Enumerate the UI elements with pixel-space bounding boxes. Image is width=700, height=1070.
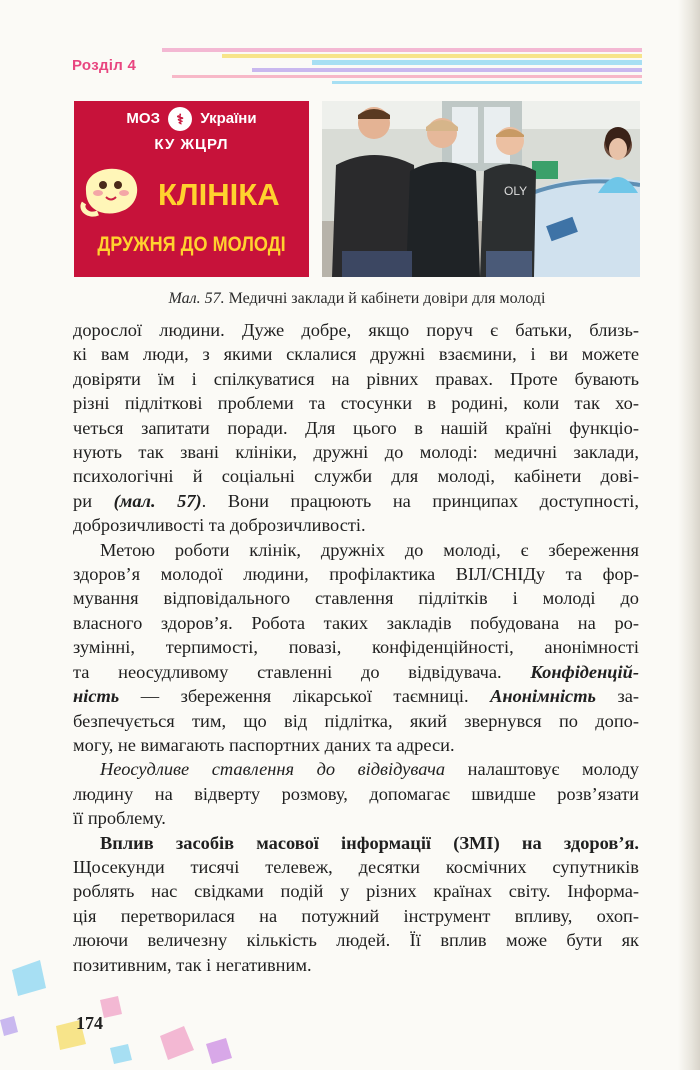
sign-ukraine-text: України [200, 109, 257, 127]
text-line: Щосекунди тисячі телевеж, десятки космічних супутників [73, 856, 639, 877]
reception-photo [322, 101, 640, 277]
text-line: доброзичливості та доброзичливості. [73, 515, 366, 536]
text-line: різні підліткові проблеми та стосунки в родині, коли так хо- [73, 393, 639, 414]
caption-text: Медичні заклади й кабінети довіри для молоді [228, 290, 546, 307]
svg-text:OLY: OLY [504, 184, 528, 198]
sign-ministry-line [74, 107, 309, 131]
text-line: безпечується тим, що від підлітка, який звернувся по допо- [73, 710, 639, 731]
text-line: зумінні, терпимості, повазі, конфіденційності, анонімності [73, 637, 639, 658]
text-span: — збереження лікарської таємниці. [119, 686, 491, 707]
text-span: ри [73, 490, 114, 511]
text-line [73, 489, 639, 513]
text-span: та неосудливому ставленні до відвідувача. [73, 661, 531, 682]
caption-label: Мал. 57. [168, 290, 225, 307]
text-span: за- [595, 686, 639, 707]
text-line: роблять нас свідками подій у різних країнах світу. Інформа- [73, 881, 639, 902]
text-line: кі вам люди, з якими склалися дружні взаємини, і ви можете [73, 344, 639, 365]
term-anonymity: Анонімність [490, 686, 596, 707]
text-line: здоров’я молодої людини, профілактика ВІЛ/СНІДу та фор- [73, 564, 639, 585]
text-line: її проблему. [73, 808, 166, 829]
text-line: довіряти їм і спілкуватися на рівних правах. Проте бувають [73, 368, 639, 389]
corner-decoration [0, 940, 260, 1070]
text-line: ція перетворилася на потужний інструмент впливу, охоп- [73, 905, 639, 926]
text-line: психологічні й соціальні служби для молоді, кабінети дові- [73, 466, 639, 487]
reception-scene [322, 101, 640, 277]
body-text [73, 318, 639, 977]
caduceus-icon: ⚕ [168, 107, 192, 131]
term-confidentiality: Конфіденцій- [530, 661, 639, 682]
text-line: четься запитати поради. Для цього в нашій країні функціо- [73, 417, 639, 438]
section-heading: Вплив засобів масової інформації (ЗМІ) на здоров’я. [100, 832, 639, 853]
figure-caption [74, 290, 640, 308]
text-span: налаштовує молоду [445, 759, 639, 780]
clinic-sign-photo [74, 101, 309, 277]
smiley-mascot-icon [78, 161, 142, 219]
text-line [73, 757, 639, 781]
text-line [73, 684, 639, 708]
header-stripes [72, 48, 642, 88]
text-line: мування відповідального ставлення підлітків і молоді до [73, 588, 639, 609]
term-non-judgmental: Неосудливе ставлення до відвідувача [100, 759, 446, 780]
sign-moz-text: МОЗ [126, 109, 160, 127]
section-label: Розділ 4 [72, 57, 137, 74]
text-line: могу, не вимагають паспортних даних та адреси. [73, 734, 455, 755]
sign-youth-friendly-text: ДРУЖНЯ ДО МОЛОДІ [97, 233, 286, 256]
text-span: . Вони працюють на принципах доступності, [201, 490, 639, 511]
text-line [73, 660, 639, 684]
text-line: люючи величезну кількість людей. Її вплив може бути як [73, 930, 639, 951]
text-line: дорослої людини. Дуже добре, якщо поруч є батьки, близь- [73, 320, 639, 340]
page-header [72, 48, 642, 88]
text-line: людину на відверту розмову, допомагає швидше розв’язати [73, 783, 639, 804]
page-edge-shadow [678, 0, 700, 1070]
text-line: позитивним, так і негативним. [73, 954, 312, 975]
figure-reference: (мал. 57) [113, 490, 202, 511]
sign-clinic-text: КЛІНІКА [158, 177, 280, 212]
text-line: власного здоров’я. Робота таких закладів побудована на ро- [73, 612, 639, 633]
text-line: Метою роботи клінік, дружніх до молоді, є збереження [100, 539, 639, 560]
sign-ky-line: КУ ЖЦРЛ [154, 136, 229, 153]
term-confidentiality-end: ність [73, 686, 120, 707]
text-line: нують так звані клініки, дружні до молоді: медичні заклади, [73, 442, 639, 463]
page-number: 174 [76, 1013, 103, 1033]
